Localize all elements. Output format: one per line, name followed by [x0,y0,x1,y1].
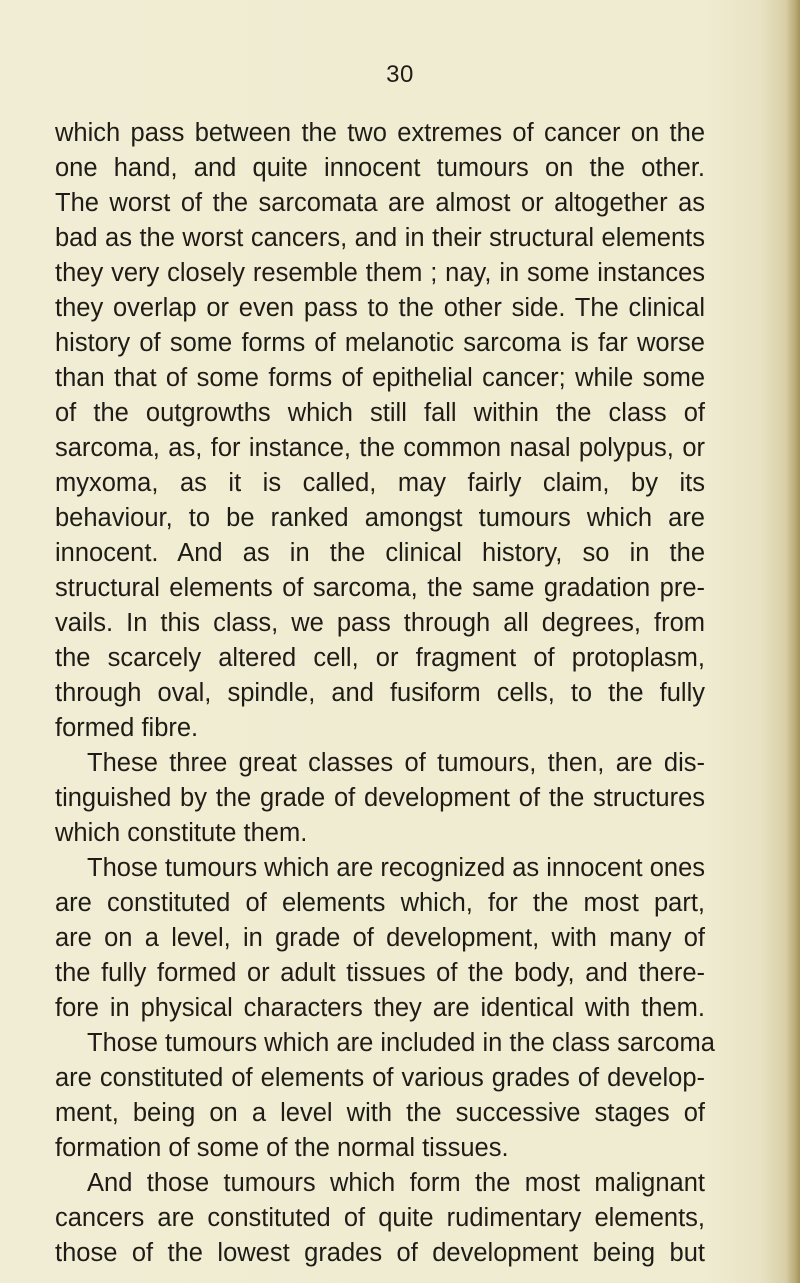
text-line: Those tumours which are included in the class sarcoma [87,1029,715,1057]
text-line: formed fibre. [55,714,199,742]
text-line: cancers are constituted of quite rudimentary elements, [55,1204,705,1232]
text-line: Those tumours which are recognized as innocent ones [87,854,706,882]
text-line: The worst of the sarcomata are almost or altogether as [55,189,705,217]
text-line: bad as the worst cancers, and in their structural elements [55,224,705,252]
page-number: 30 [386,61,414,88]
text-line: through oval, spindle, and fusiform cells, to the fully [55,679,705,707]
text-line: are constituted of elements which, for the most part, [55,889,705,917]
text-line: tinguished by the grade of development of the structures [55,784,705,812]
page-edge-shadow [786,0,800,1283]
text-line: those of the lowest grades of development being but [55,1239,705,1267]
text-line: behaviour, to be ranked amongst tumours which are [55,504,705,532]
text-line: they overlap or even pass to the other side. The clinical [55,294,705,322]
text-line: myxoma, as it is called, may fairly claim, by its [55,469,705,497]
text-line: are constituted of elements of various grades of develop- [55,1064,705,1092]
text-line: sarcoma, as, for instance, the common nasal polypus, or [55,434,705,462]
text-line: they very closely resemble them ; nay, in some instances [55,259,705,287]
text-line: are on a level, in grade of development, with many of [55,924,705,952]
text-line: than that of some forms of epithelial cancer; while some [55,364,705,392]
text-line: of the outgrowths which still fall within the class of [55,399,705,427]
text-line: vails. In this class, we pass through all degrees, from [55,609,705,637]
text-line: formation of some of the normal tissues. [55,1134,509,1162]
text-line: which constitute them. [55,819,308,847]
text-line: And those tumours which form the most malignant [87,1169,705,1197]
text-line: innocent. And as in the clinical history, so in the [55,539,705,567]
text-line: ment, being on a level with the successive stages of [55,1099,705,1127]
body-text [55,116,715,1271]
text-line: fore in physical characters they are identical with them. [55,994,705,1022]
text-line: one hand, and quite innocent tumours on the other. [55,154,705,182]
text-line: which pass between the two extremes of cancer on the [55,119,705,147]
text-line: the fully formed or adult tissues of the body, and there- [55,959,705,987]
text-line: history of some forms of melanotic sarcoma is far worse [55,329,705,357]
text-line: structural elements of sarcoma, the same gradation pre- [55,574,705,602]
text-line: the scarcely altered cell, or fragment of protoplasm, [55,644,705,672]
text-line: These three great classes of tumours, then, are dis- [87,749,705,777]
